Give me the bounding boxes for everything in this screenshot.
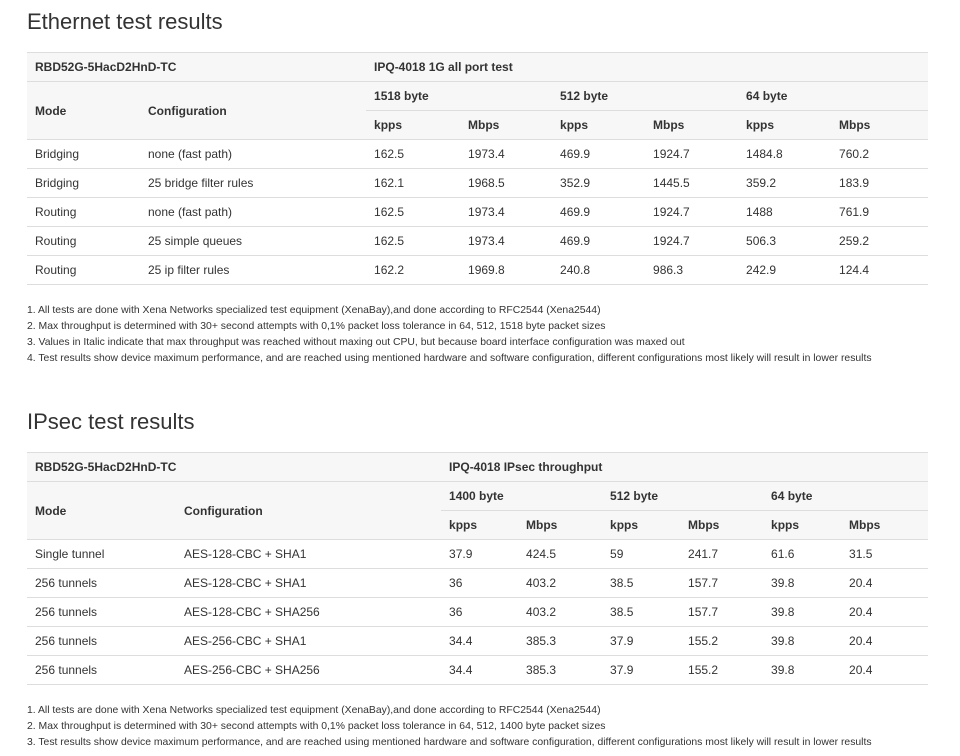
ipsec-section-title: IPsec test results <box>27 409 195 434</box>
value-cell: 241.7 <box>680 540 763 569</box>
value-cell: 1484.8 <box>738 140 831 169</box>
value-cell: 1969.8 <box>460 256 552 285</box>
table-row <box>27 598 928 627</box>
table-row <box>27 627 928 656</box>
ipsec-size-header: 1400 byte <box>441 482 602 511</box>
footnote: 1. All tests are done with Xena Networks specialized test equipment (XenaBay),and done according to RFC2544 (Xena2544) <box>27 305 601 316</box>
value-cell: 1973.4 <box>460 140 552 169</box>
ipsec-unit-header: Mbps <box>680 511 763 540</box>
footnote: 1. All tests are done with Xena Networks specialized test equipment (XenaBay),and done according to RFC2544 (Xena2544) <box>27 705 601 716</box>
value-cell: 506.3 <box>738 227 831 256</box>
ipsec-unit-header: kpps <box>441 511 518 540</box>
value-cell: 385.3 <box>518 627 602 656</box>
table-row <box>27 140 928 169</box>
ethernet-size-header: 1518 byte <box>366 82 552 111</box>
ethernet-unit-header: Mbps <box>645 111 738 140</box>
value-cell: 20.4 <box>841 569 928 598</box>
footnote: 3. Test results show device maximum performance, and are reached using mentioned hardware and software configuration, different configurations most likely will result in lower results <box>27 737 872 748</box>
value-cell: 242.9 <box>738 256 831 285</box>
config-cell: 25 simple queues <box>140 227 366 256</box>
ipsec-unit-header: kpps <box>602 511 680 540</box>
value-cell: 162.5 <box>366 140 460 169</box>
ethernet-config-header: Configuration <box>140 82 366 140</box>
value-cell: 403.2 <box>518 598 602 627</box>
ipsec-device-row <box>27 453 928 482</box>
value-cell: 39.8 <box>763 598 841 627</box>
value-cell: 1488 <box>738 198 831 227</box>
value-cell: 760.2 <box>831 140 928 169</box>
value-cell: 1973.4 <box>460 227 552 256</box>
value-cell: 240.8 <box>552 256 645 285</box>
ethernet-mode-header: Mode <box>27 82 140 140</box>
value-cell: 1973.4 <box>460 198 552 227</box>
value-cell: 1924.7 <box>645 198 738 227</box>
config-cell: AES-128-CBC + SHA1 <box>176 540 441 569</box>
value-cell: 39.8 <box>763 656 841 685</box>
value-cell: 155.2 <box>680 627 763 656</box>
value-cell: 1924.7 <box>645 227 738 256</box>
ethernet-unit-header: Mbps <box>460 111 552 140</box>
value-cell: 37.9 <box>602 627 680 656</box>
table-row <box>27 198 928 227</box>
table-row <box>27 569 928 598</box>
mode-cell: Single tunnel <box>27 540 176 569</box>
ipsec-notes <box>27 703 928 751</box>
value-cell: 34.4 <box>441 656 518 685</box>
value-cell: 37.9 <box>441 540 518 569</box>
mode-cell: Routing <box>27 227 140 256</box>
ipsec-unit-header: Mbps <box>841 511 928 540</box>
mode-cell: Bridging <box>27 140 140 169</box>
ethernet-section-title: Ethernet test results <box>27 9 223 34</box>
table-row <box>27 656 928 685</box>
ipsec-unit-header: kpps <box>763 511 841 540</box>
config-cell: AES-256-CBC + SHA256 <box>176 656 441 685</box>
value-cell: 36 <box>441 569 518 598</box>
value-cell: 162.5 <box>366 227 460 256</box>
ethernet-section <box>27 9 928 367</box>
mode-cell: Routing <box>27 198 140 227</box>
ethernet-unit-header: Mbps <box>831 111 928 140</box>
value-cell: 259.2 <box>831 227 928 256</box>
ethernet-unit-header: kpps <box>738 111 831 140</box>
value-cell: 761.9 <box>831 198 928 227</box>
value-cell: 986.3 <box>645 256 738 285</box>
ipsec-size-header: 512 byte <box>602 482 763 511</box>
value-cell: 157.7 <box>680 569 763 598</box>
ethernet-device-row <box>27 53 928 82</box>
value-cell: 157.7 <box>680 598 763 627</box>
value-cell: 155.2 <box>680 656 763 685</box>
value-cell: 352.9 <box>552 169 645 198</box>
value-cell: 39.8 <box>763 569 841 598</box>
value-cell: 403.2 <box>518 569 602 598</box>
mode-cell: 256 tunnels <box>27 627 176 656</box>
footnote: 2. Max throughput is determined with 30+ second attempts with 0,1% packet loss tolerance in 64, 512, 1400 byte packet sizes <box>27 721 606 732</box>
ipsec-size-header-row <box>27 482 928 511</box>
ethernet-size-header: 512 byte <box>552 82 738 111</box>
table-row <box>27 540 928 569</box>
config-cell: none (fast path) <box>140 198 366 227</box>
value-cell: 469.9 <box>552 227 645 256</box>
ipsec-unit-header: Mbps <box>518 511 602 540</box>
value-cell: 162.2 <box>366 256 460 285</box>
value-cell: 31.5 <box>841 540 928 569</box>
config-cell: none (fast path) <box>140 140 366 169</box>
ethernet-size-header-row <box>27 82 928 111</box>
value-cell: 359.2 <box>738 169 831 198</box>
value-cell: 162.5 <box>366 198 460 227</box>
ethernet-device-name: RBD52G-5HacD2HnD-TC <box>27 53 366 82</box>
value-cell: 59 <box>602 540 680 569</box>
value-cell: 38.5 <box>602 598 680 627</box>
value-cell: 20.4 <box>841 656 928 685</box>
config-cell: AES-256-CBC + SHA1 <box>176 627 441 656</box>
ipsec-size-header: 64 byte <box>763 482 928 511</box>
value-cell: 61.6 <box>763 540 841 569</box>
ethernet-size-header: 64 byte <box>738 82 928 111</box>
value-cell: 20.4 <box>841 627 928 656</box>
ipsec-config-header: Configuration <box>176 482 441 540</box>
config-cell: 25 ip filter rules <box>140 256 366 285</box>
ethernet-notes <box>27 303 928 367</box>
value-cell: 20.4 <box>841 598 928 627</box>
value-cell: 183.9 <box>831 169 928 198</box>
config-cell: 25 bridge filter rules <box>140 169 366 198</box>
footnote: 2. Max throughput is determined with 30+ second attempts with 0,1% packet loss tolerance in 64, 512, 1518 byte packet sizes <box>27 321 606 332</box>
value-cell: 424.5 <box>518 540 602 569</box>
footnote: 4. Test results show device maximum performance, and are reached using mentioned hardware and software configuration, different configurations most likely will result in lower results <box>27 353 872 364</box>
value-cell: 34.4 <box>441 627 518 656</box>
mode-cell: Routing <box>27 256 140 285</box>
value-cell: 38.5 <box>602 569 680 598</box>
value-cell: 385.3 <box>518 656 602 685</box>
value-cell: 1968.5 <box>460 169 552 198</box>
mode-cell: 256 tunnels <box>27 598 176 627</box>
ipsec-test-name: IPQ-4018 IPsec throughput <box>441 453 928 482</box>
footnote: 3. Values in Italic indicate that max throughput was reached without maxing out CPU, but because board interface configuration was maxed out <box>27 337 685 348</box>
ethernet-test-name: IPQ-4018 1G all port test <box>366 53 928 82</box>
table-row <box>27 256 928 285</box>
table-row <box>27 227 928 256</box>
mode-cell: 256 tunnels <box>27 569 176 598</box>
value-cell: 162.1 <box>366 169 460 198</box>
config-cell: AES-128-CBC + SHA256 <box>176 598 441 627</box>
value-cell: 37.9 <box>602 656 680 685</box>
table-row <box>27 169 928 198</box>
value-cell: 39.8 <box>763 627 841 656</box>
value-cell: 1924.7 <box>645 140 738 169</box>
mode-cell: Bridging <box>27 169 140 198</box>
ipsec-mode-header: Mode <box>27 482 176 540</box>
ipsec-section <box>27 409 928 751</box>
ipsec-device-name: RBD52G-5HacD2HnD-TC <box>27 453 441 482</box>
value-cell: 469.9 <box>552 198 645 227</box>
value-cell: 124.4 <box>831 256 928 285</box>
ethernet-unit-header: kpps <box>552 111 645 140</box>
ethernet-results-table <box>27 52 928 285</box>
ethernet-unit-header: kpps <box>366 111 460 140</box>
value-cell: 36 <box>441 598 518 627</box>
value-cell: 1445.5 <box>645 169 738 198</box>
ipsec-results-table <box>27 452 928 685</box>
mode-cell: 256 tunnels <box>27 656 176 685</box>
config-cell: AES-128-CBC + SHA1 <box>176 569 441 598</box>
value-cell: 469.9 <box>552 140 645 169</box>
